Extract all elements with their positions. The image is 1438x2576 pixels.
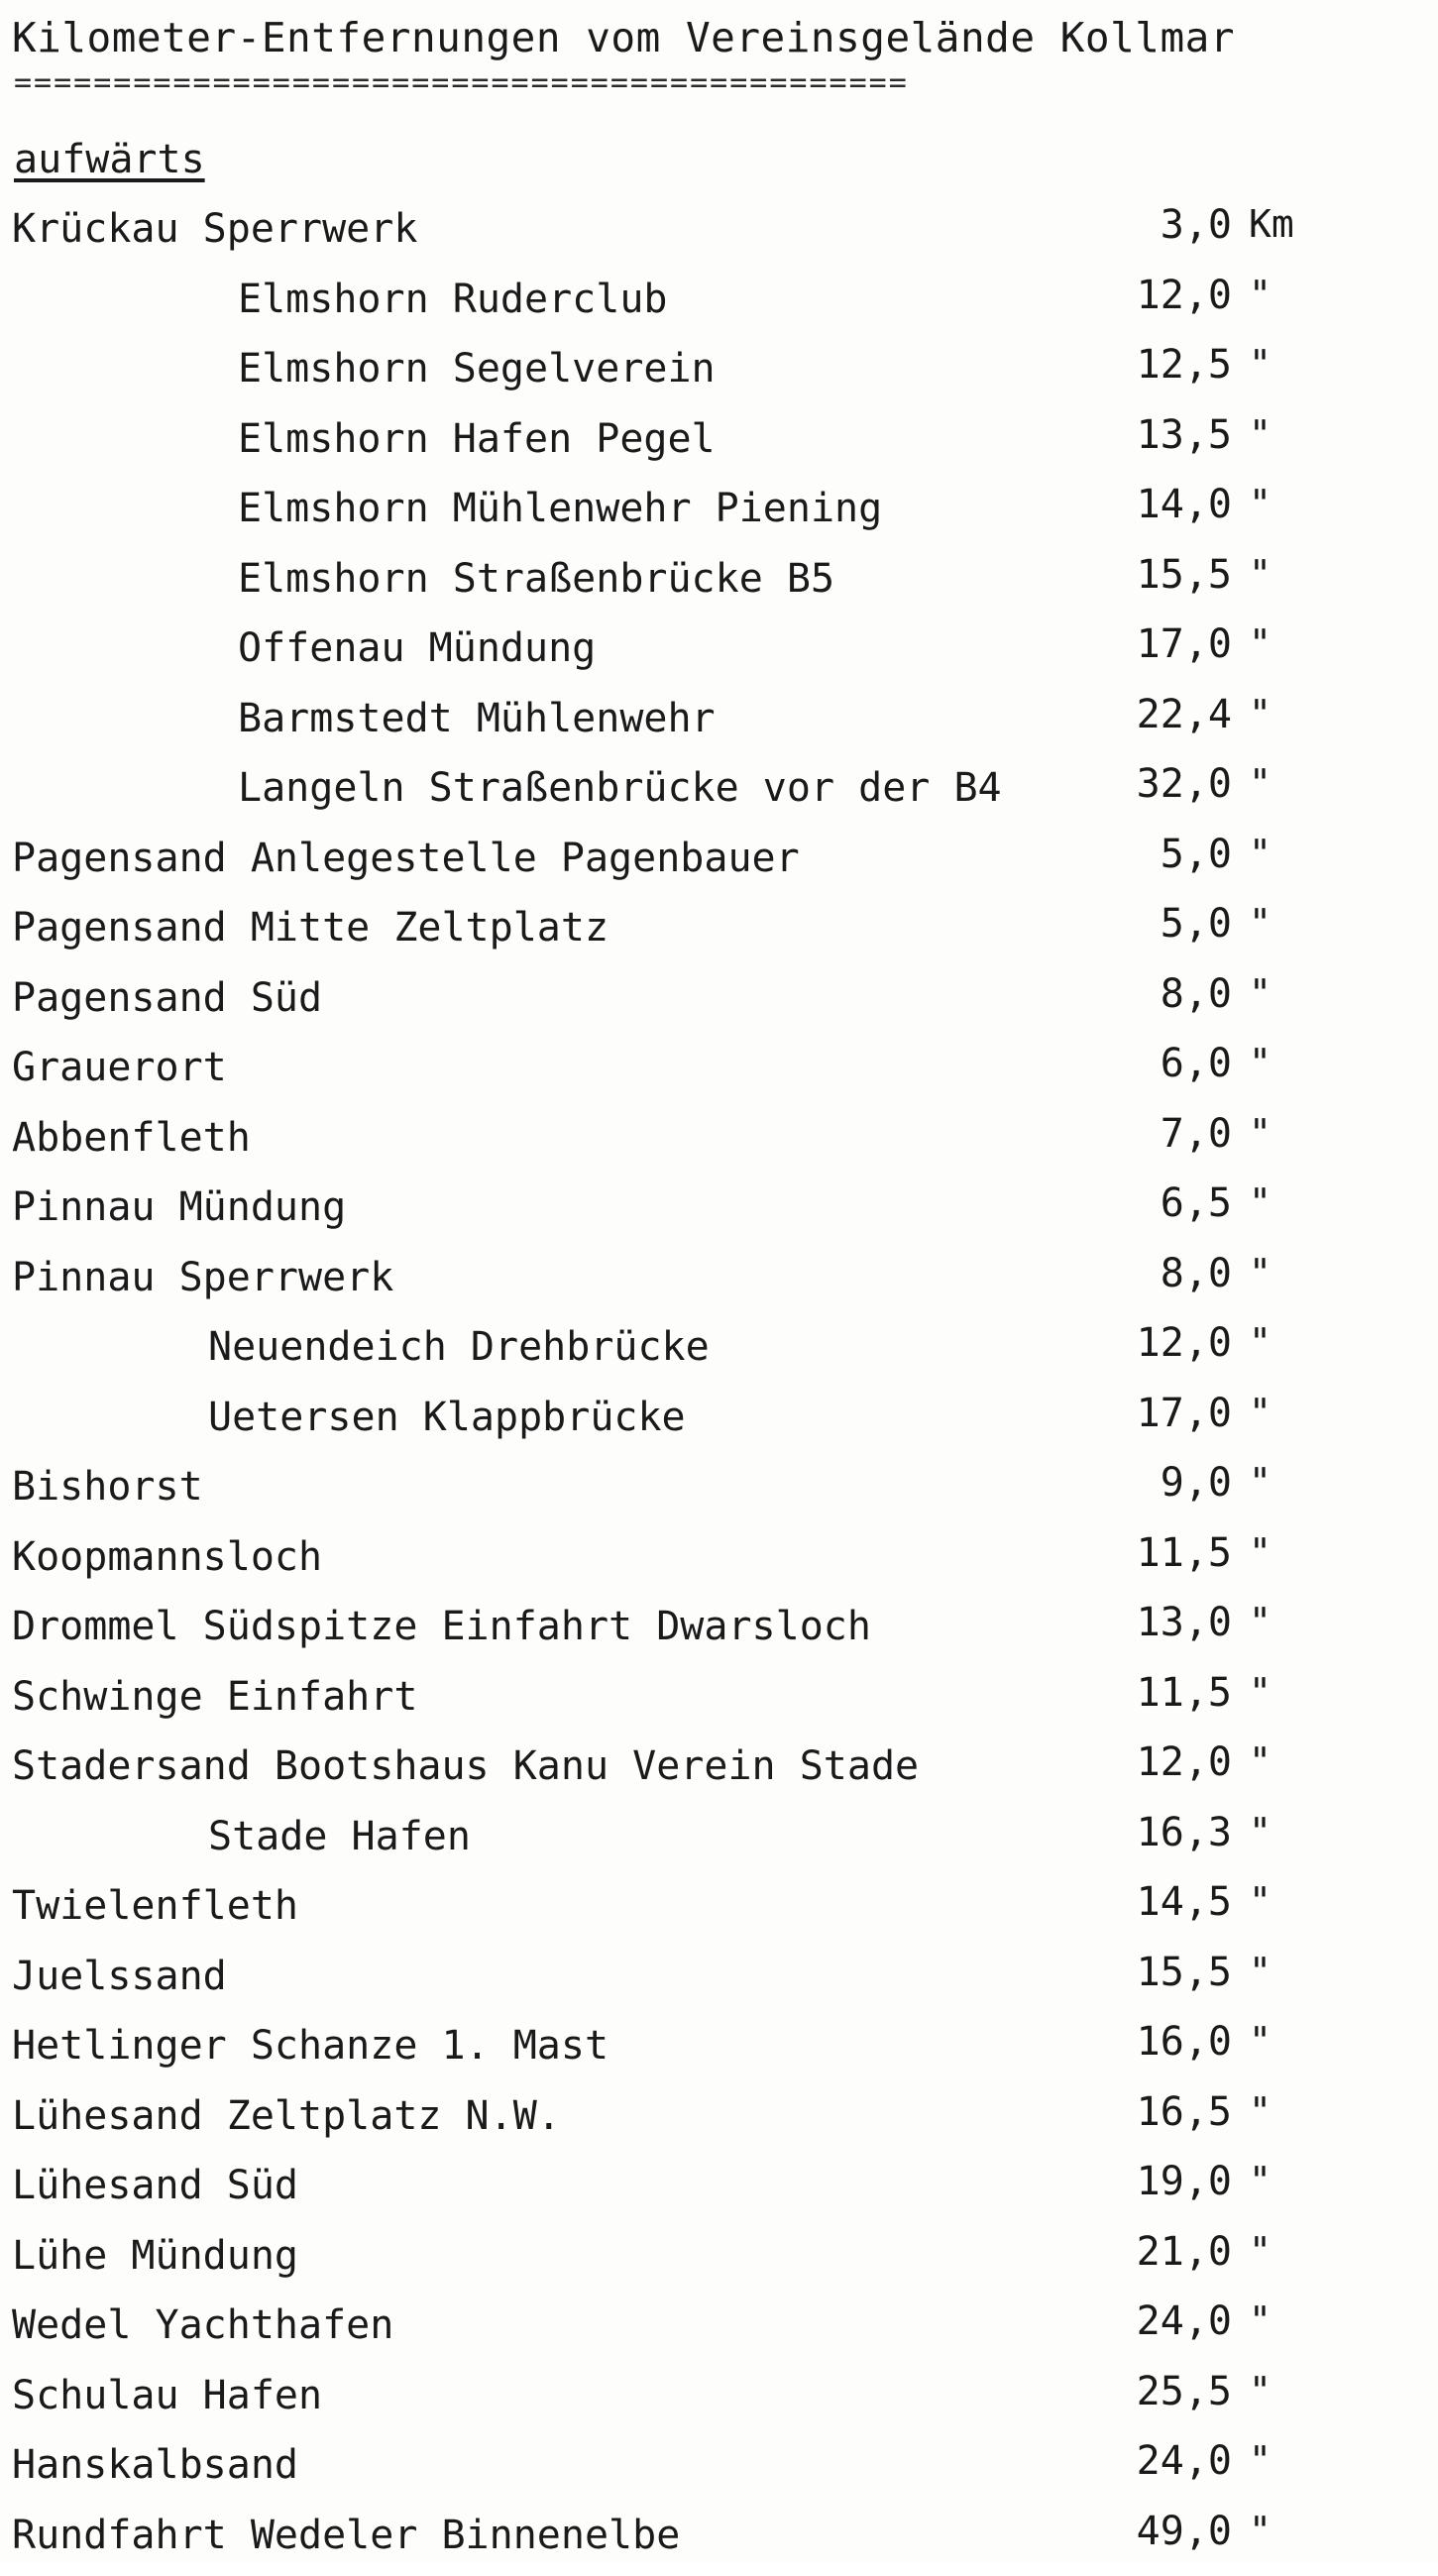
distance-row (0, 1877, 1438, 1948)
distance-value: 16,0 (1137, 2019, 1232, 2065)
distance-value: 12,0 (1137, 1320, 1232, 1366)
distance-unit: " (1249, 1739, 1272, 1783)
distance-value: 12,5 (1137, 342, 1232, 388)
place-name: Pagensand Anlegestelle Pagenbauer (12, 836, 800, 881)
distance-row (0, 2507, 1438, 2576)
distance-row (0, 830, 1438, 900)
document-title: Kilometer-Entfernungen vom Vereinsgelände Kollmar (12, 14, 1235, 61)
distance-value: 14,0 (1137, 482, 1232, 527)
place-name: Bishorst (12, 1464, 203, 1510)
distance-unit: " (1249, 2509, 1272, 2552)
distance-unit: " (1249, 1041, 1272, 1084)
place-name: Juelssand (12, 1954, 227, 1999)
distance-row (0, 1668, 1438, 1738)
distance-list (0, 200, 1438, 2576)
distance-row (0, 2436, 1438, 2507)
distance-value: 19,0 (1137, 2159, 1232, 2204)
place-name: Wedel Yachthafen (12, 2302, 393, 2348)
distance-unit: " (1249, 1950, 1272, 1993)
distance-row (0, 1808, 1438, 1878)
distance-row (0, 1109, 1438, 1179)
distance-row (0, 1039, 1438, 1109)
distance-row (0, 1528, 1438, 1599)
distance-unit: " (1249, 482, 1272, 525)
distance-row (0, 2367, 1438, 2437)
distance-unit: " (1249, 342, 1272, 386)
place-name: Offenau Mündung (238, 625, 596, 671)
distance-value: 49,0 (1137, 2509, 1232, 2554)
distance-unit: " (1249, 1180, 1272, 1224)
place-name: Stadersand Bootshaus Kanu Verein Stade (12, 1743, 919, 1789)
distance-row (0, 1598, 1438, 1668)
distance-row (0, 969, 1438, 1040)
distance-row (0, 480, 1438, 550)
distance-value: 7,0 (1161, 1111, 1232, 1157)
distance-value: 12,0 (1137, 1739, 1232, 1785)
distance-value: 17,0 (1137, 1391, 1232, 1436)
distance-row (0, 2296, 1438, 2367)
distance-unit: " (1249, 2438, 1272, 2482)
distance-value: 13,0 (1137, 1600, 1232, 1645)
place-name: Abbenfleth (12, 1115, 251, 1161)
distance-value: 6,5 (1161, 1180, 1232, 1226)
distance-row (0, 340, 1438, 410)
distance-value: 21,0 (1137, 2229, 1232, 2275)
distance-row (0, 1737, 1438, 1808)
distance-row (0, 759, 1438, 830)
distance-unit: " (1249, 692, 1272, 735)
place-name: Elmshorn Ruderclub (238, 277, 667, 322)
distance-row (0, 2157, 1438, 2227)
distance-unit: Km (1249, 202, 1294, 246)
distance-unit: " (1249, 2089, 1272, 2133)
distance-unit: " (1249, 1251, 1272, 1294)
distance-value: 14,5 (1137, 1879, 1232, 1925)
distance-unit: " (1249, 2298, 1272, 2342)
distance-unit: " (1249, 2159, 1272, 2202)
place-name: Lühesand Zeltplatz N.W. (12, 2093, 561, 2139)
place-name: Drommel Südspitze Einfahrt Dwarsloch (12, 1604, 871, 1649)
distance-unit: " (1249, 273, 1272, 316)
distance-value: 22,4 (1137, 692, 1232, 737)
place-name: Koopmannsloch (12, 1534, 322, 1580)
distance-unit: " (1249, 2369, 1272, 2412)
distance-row (0, 1318, 1438, 1389)
distance-row (0, 2227, 1438, 2297)
distance-value: 8,0 (1161, 1251, 1232, 1296)
distance-value: 5,0 (1161, 901, 1232, 947)
distance-value: 3,0 (1161, 202, 1232, 248)
distance-value: 8,0 (1161, 971, 1232, 1017)
place-name: Rundfahrt Wedeler Binnenelbe (12, 2513, 680, 2558)
distance-value: 11,5 (1137, 1530, 1232, 1576)
place-name: Krückau Sperrwerk (12, 206, 417, 252)
distance-row (0, 1249, 1438, 1319)
place-name: Neuendeich Drehbrücke (208, 1324, 710, 1370)
distance-unit: " (1249, 412, 1272, 456)
place-name: Pinnau Mündung (12, 1184, 346, 1230)
distance-row (0, 690, 1438, 760)
place-name: Schwinge Einfahrt (12, 1674, 417, 1720)
distance-value: 15,5 (1137, 1950, 1232, 1995)
section-heading: aufwärts (14, 137, 205, 182)
place-name: Schulau Hafen (12, 2373, 322, 2418)
place-name: Twielenfleth (12, 1883, 298, 1929)
distance-value: 24,0 (1137, 2438, 1232, 2484)
distance-unit: " (1249, 1810, 1272, 1853)
distance-unit: " (1249, 832, 1272, 875)
distance-row (0, 619, 1438, 690)
distance-row (0, 1178, 1438, 1249)
distance-unit: " (1249, 1530, 1272, 1574)
distance-value: 24,0 (1137, 2298, 1232, 2344)
distance-unit: " (1249, 621, 1272, 665)
distance-unit: " (1249, 552, 1272, 596)
place-name: Elmshorn Hafen Pegel (238, 416, 716, 462)
distance-row (0, 200, 1438, 271)
place-name: Hanskalbsand (12, 2442, 298, 2488)
place-name: Langeln Straßenbrücke vor der B4 (238, 765, 1002, 811)
distance-unit: " (1249, 1111, 1272, 1155)
distance-row (0, 550, 1438, 620)
distance-value: 5,0 (1161, 832, 1232, 877)
place-name: Pagensand Mitte Zeltplatz (12, 905, 608, 951)
place-name: Elmshorn Mühlenwehr Piening (238, 486, 882, 531)
distance-unit: " (1249, 1600, 1272, 1643)
distance-unit: " (1249, 1460, 1272, 1504)
distance-value: 6,0 (1161, 1041, 1232, 1086)
distance-unit: " (1249, 901, 1272, 945)
place-name: Stade Hafen (208, 1814, 471, 1859)
distance-unit: " (1249, 1670, 1272, 1714)
place-name: Lühesand Süd (12, 2163, 298, 2208)
distance-unit: " (1249, 1391, 1272, 1434)
place-name: Uetersen Klappbrücke (208, 1395, 686, 1440)
distance-unit: " (1249, 2229, 1272, 2273)
distance-row (0, 1948, 1438, 2018)
distance-row (0, 2017, 1438, 2087)
place-name: Lühe Mündung (12, 2233, 298, 2279)
distance-unit: " (1249, 2019, 1272, 2063)
distance-value: 16,3 (1137, 1810, 1232, 1855)
title-underline: ============================================= (14, 65, 1421, 100)
distance-value: 25,5 (1137, 2369, 1232, 2414)
place-name: Hetlinger Schanze 1. Mast (12, 2023, 608, 2069)
distance-value: 9,0 (1161, 1460, 1232, 1506)
place-name: Elmshorn Straßenbrücke B5 (238, 556, 834, 602)
distance-value: 12,0 (1137, 273, 1232, 318)
distance-row (0, 1458, 1438, 1528)
distance-unit: " (1249, 761, 1272, 805)
distance-unit: " (1249, 1879, 1272, 1923)
distance-unit: " (1249, 1320, 1272, 1364)
distance-row (0, 899, 1438, 969)
distance-row (0, 2087, 1438, 2158)
place-name: Pagensand Süd (12, 975, 322, 1021)
distance-value: 13,5 (1137, 412, 1232, 458)
place-name: Elmshorn Segelverein (238, 346, 716, 392)
distance-row (0, 271, 1438, 341)
distance-row (0, 1389, 1438, 1459)
place-name: Pinnau Sperrwerk (12, 1255, 393, 1300)
distance-value: 16,5 (1137, 2089, 1232, 2135)
distance-value: 17,0 (1137, 621, 1232, 667)
distance-unit: " (1249, 971, 1272, 1015)
distance-value: 11,5 (1137, 1670, 1232, 1716)
place-name: Grauerort (12, 1045, 227, 1090)
distance-row (0, 410, 1438, 481)
distance-value: 32,0 (1137, 761, 1232, 807)
distance-value: 15,5 (1137, 552, 1232, 598)
place-name: Barmstedt Mühlenwehr (238, 696, 716, 741)
